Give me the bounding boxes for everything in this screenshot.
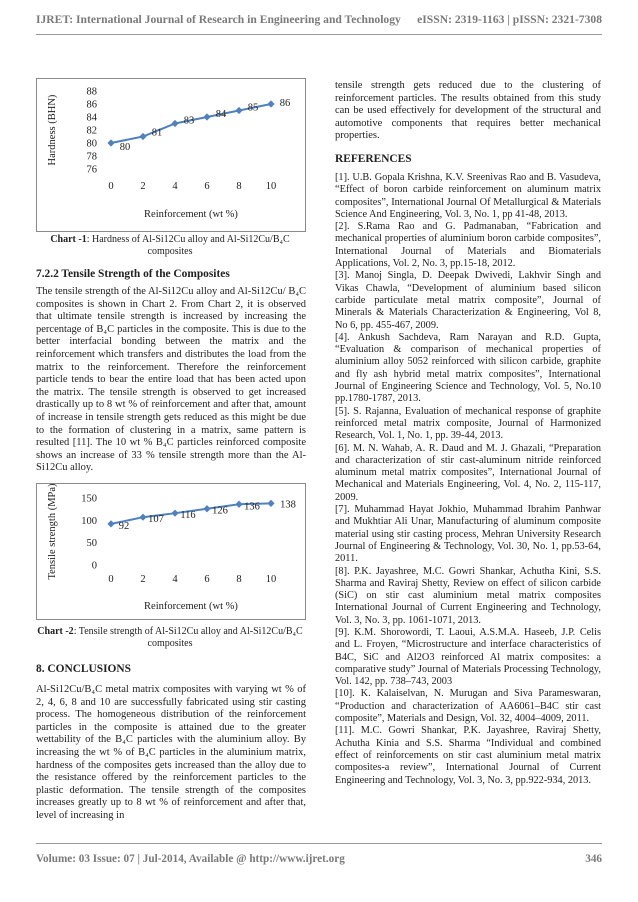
data-point (139, 133, 146, 140)
data-point (203, 505, 210, 512)
y-tick-label: 88 (86, 86, 97, 98)
section-7-2-2-heading: 7.2.2 Tensile Strength of the Composites (36, 268, 230, 280)
x-tick-label: 10 (265, 574, 277, 585)
y-tick-label: 150 (81, 493, 97, 505)
chart-1-caption-label: Chart -1 (50, 234, 87, 245)
data-point (139, 514, 146, 521)
x-tick-label: 6 (204, 181, 210, 192)
y-tick-label: 0 (91, 560, 97, 572)
section-8-paragraph: Al-Si12Cu/B₄C metal matrix composites with varying wt % of 2, 4, 6, 8 and 10 are successfully fabricated using stir casting process. The homogeneous distribution of the reinforcement particles in the composite is attained due to the greater wettability of the B₄C particles with the aluminium alloy. By increasing the wt % of B₄C particles in the aluminium matrix, hardness of the composites gets increased than the alloy due to the resistance offered by the reinforcement particles to the plastic deformation. The tensile strength of the composites increases greatly up to 8 wt % of reinforcement and after that, level of increasing in (36, 684, 306, 821)
footer-rule (36, 843, 602, 844)
chart-2-tensile (37, 484, 305, 619)
data-label: 86 (279, 98, 291, 109)
reference-item: [4]. Ankush Sachdeva, Ram Narayan and R.D. Gupta, “Evaluation & comparison of mechanical properties of aluminium alloy 5052 reinforced with silicon carbide, graphite and fly ash hybrid metal matrix composites”, International Journal of Engineering Science and Technology, Vol. 5, No.10 pp.1780-1787, 2013. (335, 331, 601, 405)
data-point (171, 120, 178, 127)
x-tick-label: 2 (140, 181, 146, 192)
header-rule (36, 34, 602, 35)
page-number: 346 (585, 853, 602, 865)
references-list (335, 172, 601, 787)
reference-item: [11]. M.C. Gowri Shankar, P.K. Jayashree, Raviraj Shetty, Achutha Kinia and S.S. Sharma “Individual and combined effect of reinforcements on stir cast aluminium metal matrix composites-a review”, International Journal of Current Engineering and Technology, Vol. 3, No. 3, pp.922-934, 2013. (335, 725, 601, 786)
reference-item: [10]. K. Kalaiselvan, N. Murugan and Siva Parameswaran, “Production and characterization of AA6061–B4C stir cast composite”, Materials and Design, Vol. 32, 4004–4009, 2011. (335, 688, 601, 725)
y-tick-label: 82 (86, 125, 97, 137)
issn-info: eISSN: 2319-1163 | pISSN: 2321-7308 (417, 13, 602, 26)
chart-2-caption (36, 626, 304, 650)
x-tick-label: 4 (172, 574, 178, 585)
journal-title: IJRET: International Journal of Research in Engineering and Technology (36, 13, 401, 26)
chart-1-caption (36, 234, 304, 258)
data-point (107, 139, 114, 146)
x-tick-label: 0 (108, 181, 114, 192)
section-7-2-2-paragraph: The tensile strength of the Al-Si12Cu alloy and Al-Si12Cu/ B₄C composites is shown in Chart 2. From Chart 2, it is observed that ultimate tensile strength is increased by increasing the percentage of B₄C particles in the composite. This is due to the better interfacial bonding between the matrix and the reinforcement which transfers and distributes the load from the matrix to the reinforcement. Therefore the reinforcement particle tends to bear the entire load that has been acted upon the matrix. The tensile strength is observed to get increased drastically up to 8 wt % of reinforcement and after that, amount of increase in tensile strength gets reduced as this might be due to the formation of clustering in a matrix, same pattern is resulted [11]. The 10 wt % B₄C particles reinforced composite shows an increase of 33 % tensile strength more than the Al-Si12Cu alloy. (36, 286, 306, 474)
data-label: 81 (151, 127, 163, 139)
conclusion-continued-paragraph: tensile strength gets reduced due to the clustering of reinforcement particles. The results obtained from this study can be used effectively for development of the structural and automotive components that requires better mechanical properties. (335, 80, 601, 142)
data-point (107, 520, 114, 527)
data-label: 116 (180, 510, 196, 522)
x-axis-title: Reinforcement (wt %) (144, 209, 238, 220)
y-tick-label: 78 (86, 151, 97, 163)
chart-1-caption-text: : Hardness of Al-Si12Cu alloy and Al-Si12Cu/B₄C composites (86, 234, 290, 257)
chart-1-hardness (37, 79, 305, 231)
y-tick-label: 86 (86, 99, 97, 111)
data-point (267, 100, 274, 107)
data-label: 136 (244, 501, 260, 513)
chart-2-caption-label: Chart -2 (37, 626, 74, 637)
x-tick-label: 8 (236, 574, 242, 585)
x-tick-label: 8 (236, 181, 242, 192)
data-label: 126 (212, 505, 228, 517)
chart-2-caption-text: : Tensile strength of Al-Si12Cu alloy and Al-Si12Cu/B₄C composites (73, 626, 303, 649)
volume-info: Volume: 03 Issue: 07 | Jul-2014, Available @ http://www.ijret.org (36, 853, 345, 865)
x-tick-label: 6 (204, 574, 210, 585)
reference-item: [2]. S.Rama Rao and G. Padmanaban, “Fabrication and mechanical properties of aluminium boron carbide composites”, International Journal of Materials and Biomaterials Applications, Vol. 2, No. 3, pp.15-18, 2012. (335, 221, 601, 270)
reference-item: [5]. S. Rajanna, Evaluation of mechanical response of graphite reinforced metal matrix composite, Journal of Harmonized Research, Vol. 1, No. 1, pp. 39-44, 2013. (335, 405, 601, 442)
data-label: 138 (280, 499, 296, 511)
data-label: 92 (118, 520, 130, 532)
x-tick-label: 0 (108, 574, 114, 585)
reference-item: [1]. U.B. Gopala Krishna, K.V. Sreenivas Rao and B. Vasudeva, “Effect of boron carbide reinforcement on aluminum matrix composites”, International Journal Of Metallurgical & Materials Science And Engineering, Vol. 3, No. 1, pp 41-48, 2013. (335, 172, 601, 220)
x-tick-label: 10 (265, 181, 277, 192)
chart-2-frame (36, 483, 306, 620)
data-label: 80 (119, 142, 131, 153)
y-tick-label: 76 (86, 164, 97, 176)
x-tick-label: 2 (140, 574, 146, 585)
data-label: 107 (148, 514, 164, 526)
page-header (36, 10, 602, 30)
data-label: 85 (247, 102, 259, 114)
data-point (235, 107, 242, 114)
reference-item: [9]. K.M. Shorowordi, T. Laoui, A.S.M.A. Haseeb, J.P. Celis and L. Froyen, “Microstructure and interface characteristics of B4C, SiC and Al2O3 reinforced Al matrix composites: a comparative study” Journal of Materials Processing Technology, Vol. 142, pp. 738–743, 2003 (335, 626, 601, 688)
y-tick-label: 84 (86, 112, 97, 124)
reference-item: [3]. Manoj Singla, D. Deepak Dwivedi, Lakhvir Singh and Vikas Chawla, “Development of aluminium based silicon carbide particulate metal matrix composite”, Journal of Minerals & Materials Characterization & Engineering, Vol 8, No 6, pp. 455-467, 2009. (335, 270, 601, 331)
y-axis-title: Hardness (BHN) (47, 94, 58, 166)
x-axis-title: Reinforcement (wt %) (144, 601, 238, 612)
y-tick-label: 100 (81, 515, 97, 527)
references-heading: REFERENCES (335, 153, 412, 165)
data-label: 84 (215, 109, 227, 120)
chart-1-frame (36, 78, 306, 232)
reference-item: [6]. M. N. Wahab, A. R. Daud and M. J. Ghazali, “Preparation and characterization of stir cast-aluminum nitride reinforced aluminum metal matrix composites”, International Journal of Mechanical and Materials Engineering, Vol. 4, No. 2, 115-117, 2009. (335, 442, 601, 503)
data-point (171, 510, 178, 517)
section-8-heading: 8. CONCLUSIONS (36, 663, 131, 675)
data-point (203, 113, 210, 120)
y-axis-title: Tensile strength (MPa) (47, 484, 58, 580)
y-tick-label: 80 (86, 138, 97, 150)
y-tick-label: 50 (86, 538, 97, 550)
x-tick-label: 4 (172, 181, 178, 192)
data-point (235, 501, 242, 508)
data-point (267, 500, 274, 507)
reference-item: [7]. Muhammad Hayat Jokhio, Muhammad Ibrahim Panhwar and Mukhtiar Ali Unar, Manufacturing of aluminum composite material using stir casting process, Mehran University Research Journal of Engineering & Technology, Vol. 30, No. 1, pp.53-64, 2011. (335, 504, 601, 565)
data-label: 83 (183, 115, 195, 127)
reference-item: [8]. P.K. Jayashree, M.C. Gowri Shankar, Achutha Kini, S.S. Sharma and Raviraj Shetty, Review on effect of silicon carbide (SiC) on stir cast aluminium metal matrix composites International Journal of Current Engineering and Technology, Vol. 3, No. 3, pp. 1061-1071, 2013. (335, 565, 601, 626)
